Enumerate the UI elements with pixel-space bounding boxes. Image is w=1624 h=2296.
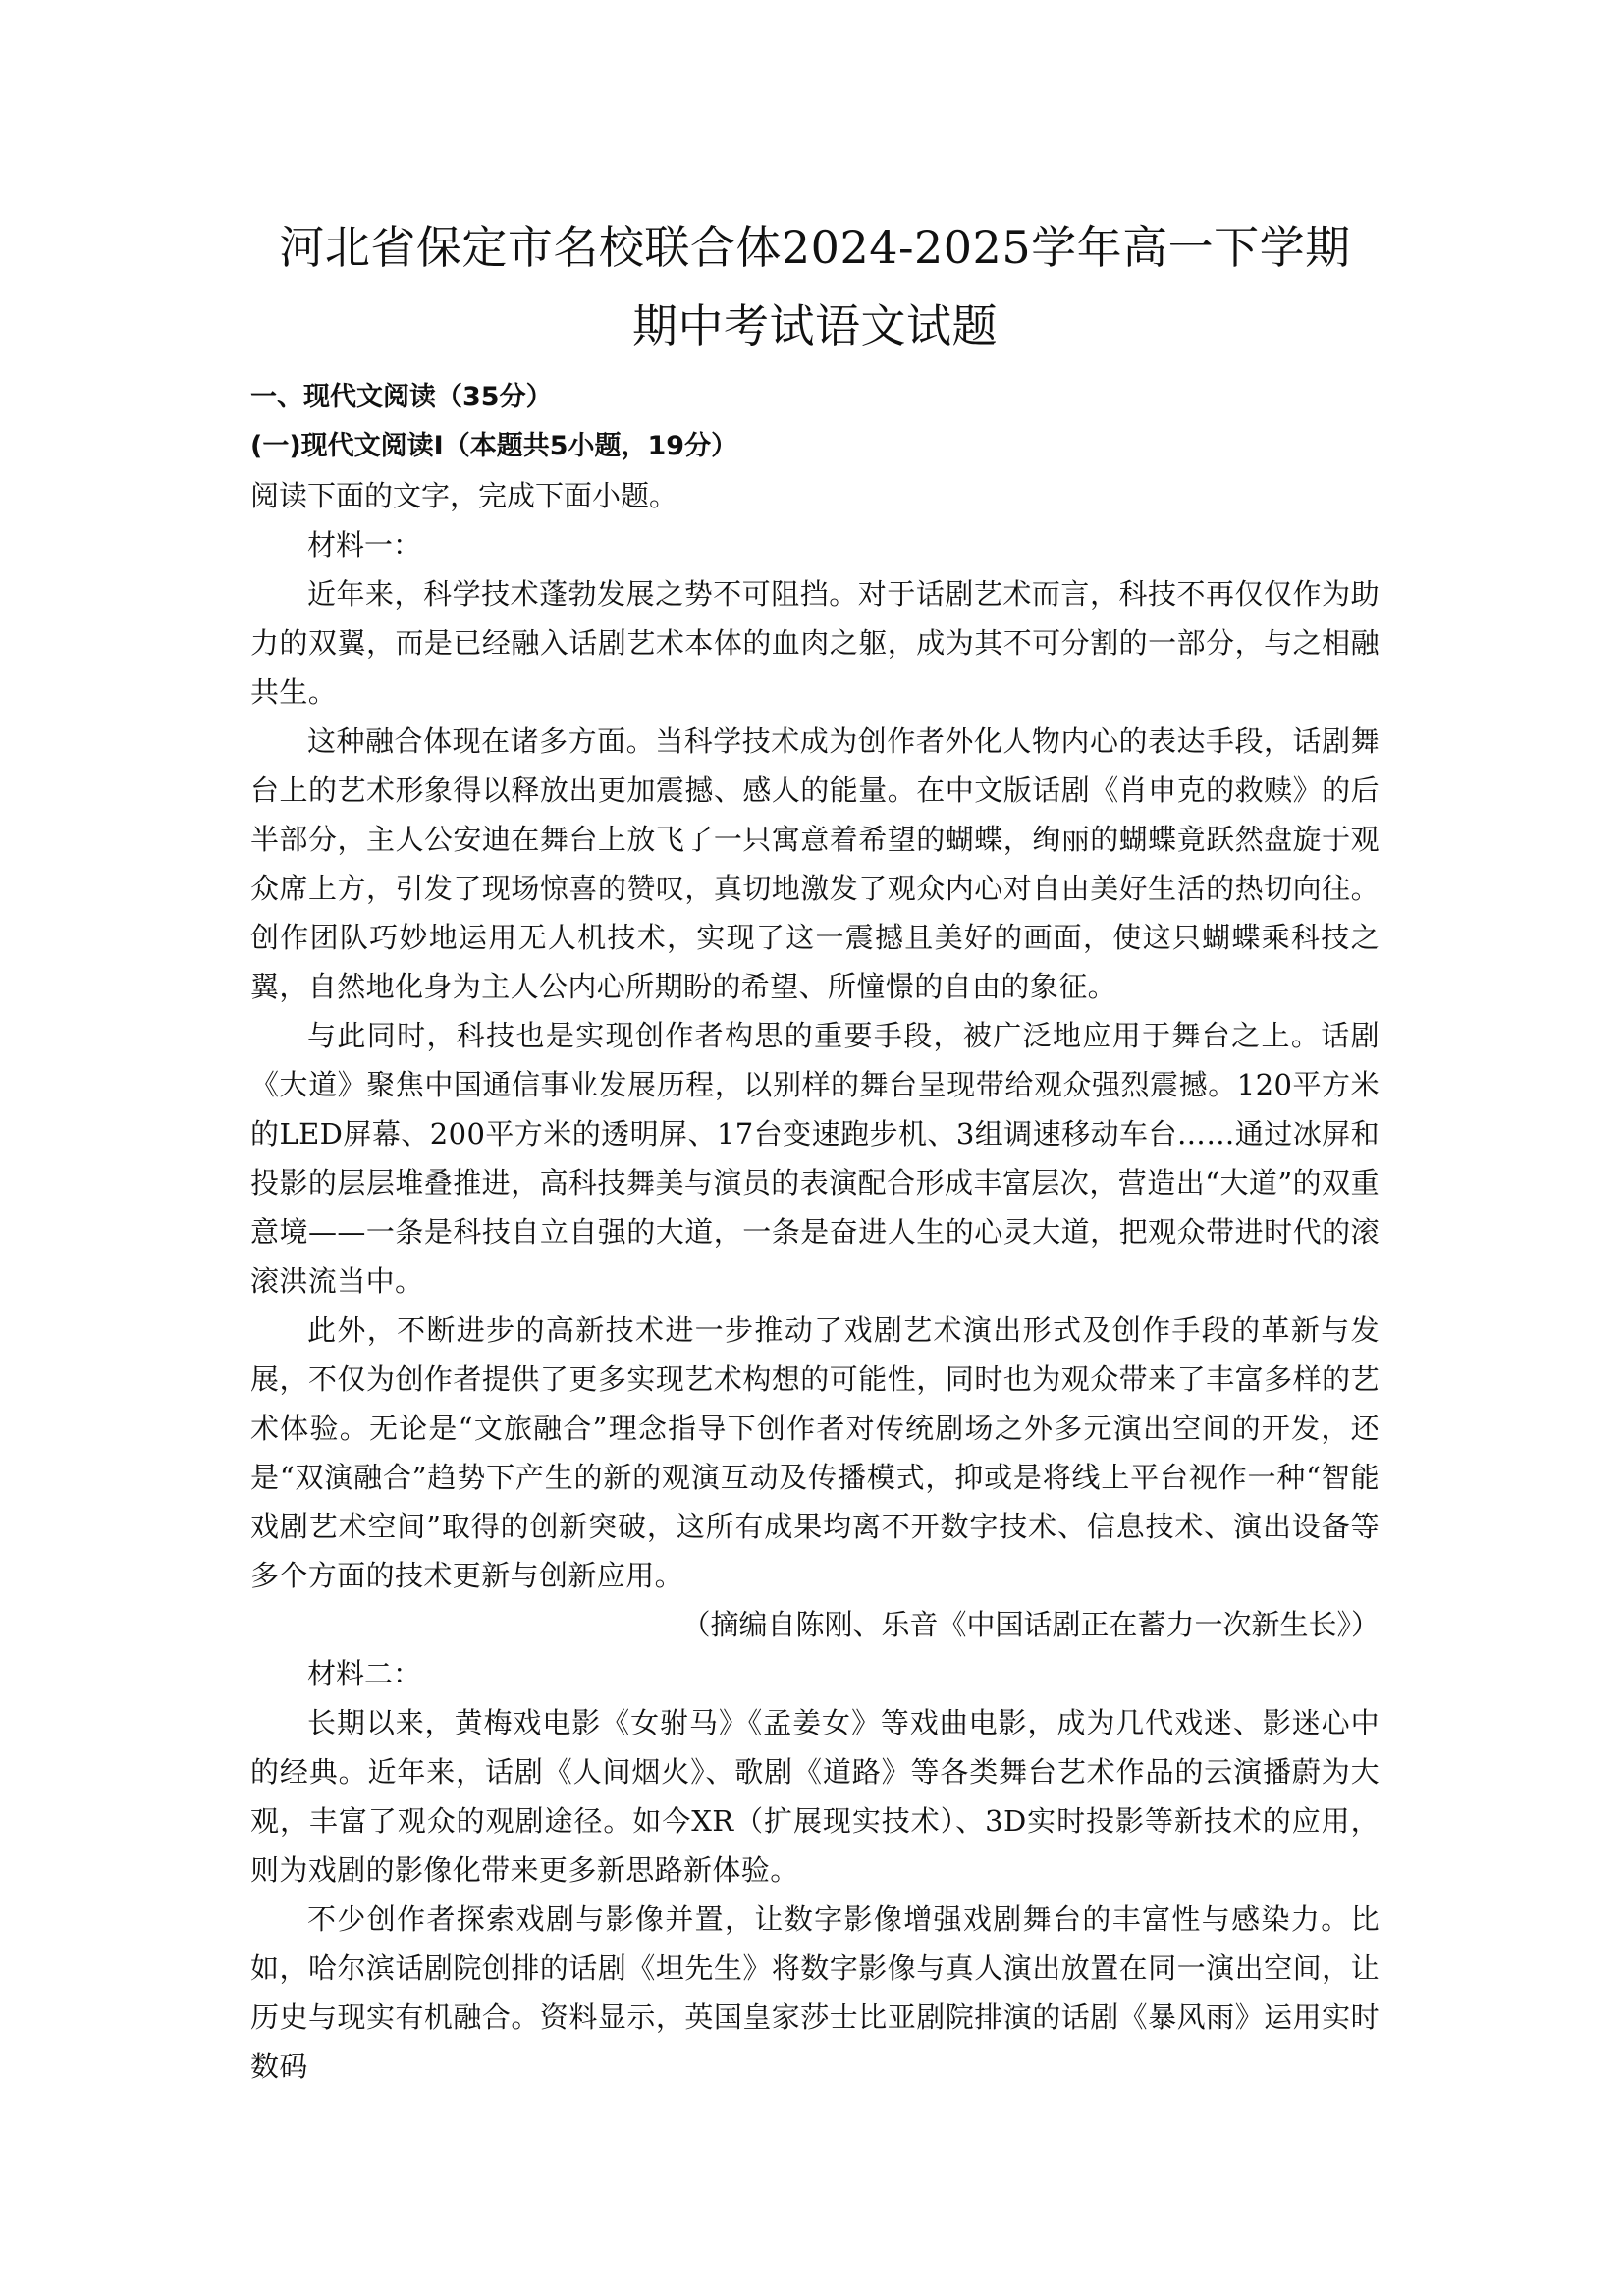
page-content <box>250 208 1380 2091</box>
material-1-paragraph-2: 这种融合体现在诸多方面。当科学技术成为创作者外化人物内心的表达手段，话剧舞台上的艺术形象得以释放出更加震撼、感人的能量。在中文版话剧《肖申克的救赎》的后半部分，主人公安迪在舞台上放飞了一只寓意着希望的蝴蝶，绚丽的蝴蝶竟跃然盘旋于观众席上方，引发了现场惊喜的赞叹，真切地激发了观众内心对自由美好生活的热切向往。创作团队巧妙地运用无人机技术，实现了这一震撼且美好的画面，使这只蝴蝶乘科技之翼，自然地化身为主人公内心所期盼的希望、所憧憬的自由的象征。 <box>250 724 1380 1003</box>
reading-instruction: 阅读下面的文字，完成下面小题。 <box>250 479 678 512</box>
title-line-1: 河北省保定市名校联合体2024-2025学年高一下学期 <box>279 221 1351 274</box>
material-2-label: 材料二： <box>307 1657 422 1690</box>
material-1-paragraph-1: 近年来，科学技术蓬勃发展之势不可阻挡。对于话剧艺术而言，科技不再仅仅作为助力的双翼，而是已经融入话剧艺术本体的血肉之躯，成为其不可分割的一部分，与之相融共生。 <box>250 577 1380 709</box>
page-title <box>250 208 1380 365</box>
title-line-2: 期中考试语文试题 <box>632 299 998 352</box>
subsection-heading-reading-1: (一)现代文阅读Ⅰ（本题共5小题，19分） <box>250 431 738 461</box>
material-2-paragraph-2: 不少创作者探索戏剧与影像并置，让数字影像增强戏剧舞台的丰富性与感染力。比如，哈尔滨话剧院创排的话剧《坦先生》将数字影像与真人演出放置在同一演出空间，让历史与现实有机融合。资料显示，英国皇家莎士比亚剧院排演的话剧《暴风雨》运用实时数码 <box>250 1902 1380 2083</box>
material-1-paragraph-4: 此外，不断进步的高新技术进一步推动了戏剧艺术演出形式及创作手段的革新与发展，不仅为创作者提供了更多实现艺术构想的可能性，同时也为观众带来了丰富多样的艺术体验。无论是“文旅融合”理念指导下创作者对传统剧场之外多元演出空间的开发，还是“双演融合”趋势下产生的新的观演互动及传播模式，抑或是将线上平台视作一种“智能戏剧艺术空间”取得的创新突破，这所有成果均离不开数字技术、信息技术、演出设备等多个方面的技术更新与创新应用。 <box>250 1313 1380 1592</box>
material-1-source: （摘编自陈刚、乐音《中国话剧正在蓄力一次新生长》） <box>681 1608 1380 1641</box>
material-1-paragraph-3: 与此同时，科技也是实现创作者构思的重要手段，被广泛地应用于舞台之上。话剧《大道》聚焦中国通信事业发展历程，以别样的舞台呈现带给观众强烈震撼。120平方米的LED屏幕、200平方米的透明屏、17台变速跑步机、3组调速移动车台……通过冰屏和投影的层层堆叠推进，高科技舞美与演员的表演配合形成丰富层次，营造出“大道”的双重意境——一条是科技自立自强的大道，一条是奋进人生的心灵大道，把观众带进时代的滚滚洪流当中。 <box>250 1019 1380 1298</box>
section-heading-modern-reading: 一、现代文阅读（35分） <box>250 382 553 412</box>
material-2-paragraph-1: 长期以来，黄梅戏电影《女驸马》《孟姜女》等戏曲电影，成为几代戏迷、影迷心中的经典。近年来，话剧《人间烟火》、歌剧《道路》等各类舞台艺术作品的云演播蔚为大观，丰富了观众的观剧途径。如今XR（扩展现实技术）、3D实时投影等新技术的应用，则为戏剧的影像化带来更多新思路新体验。 <box>250 1706 1380 1887</box>
material-1-label: 材料一： <box>307 528 422 561</box>
